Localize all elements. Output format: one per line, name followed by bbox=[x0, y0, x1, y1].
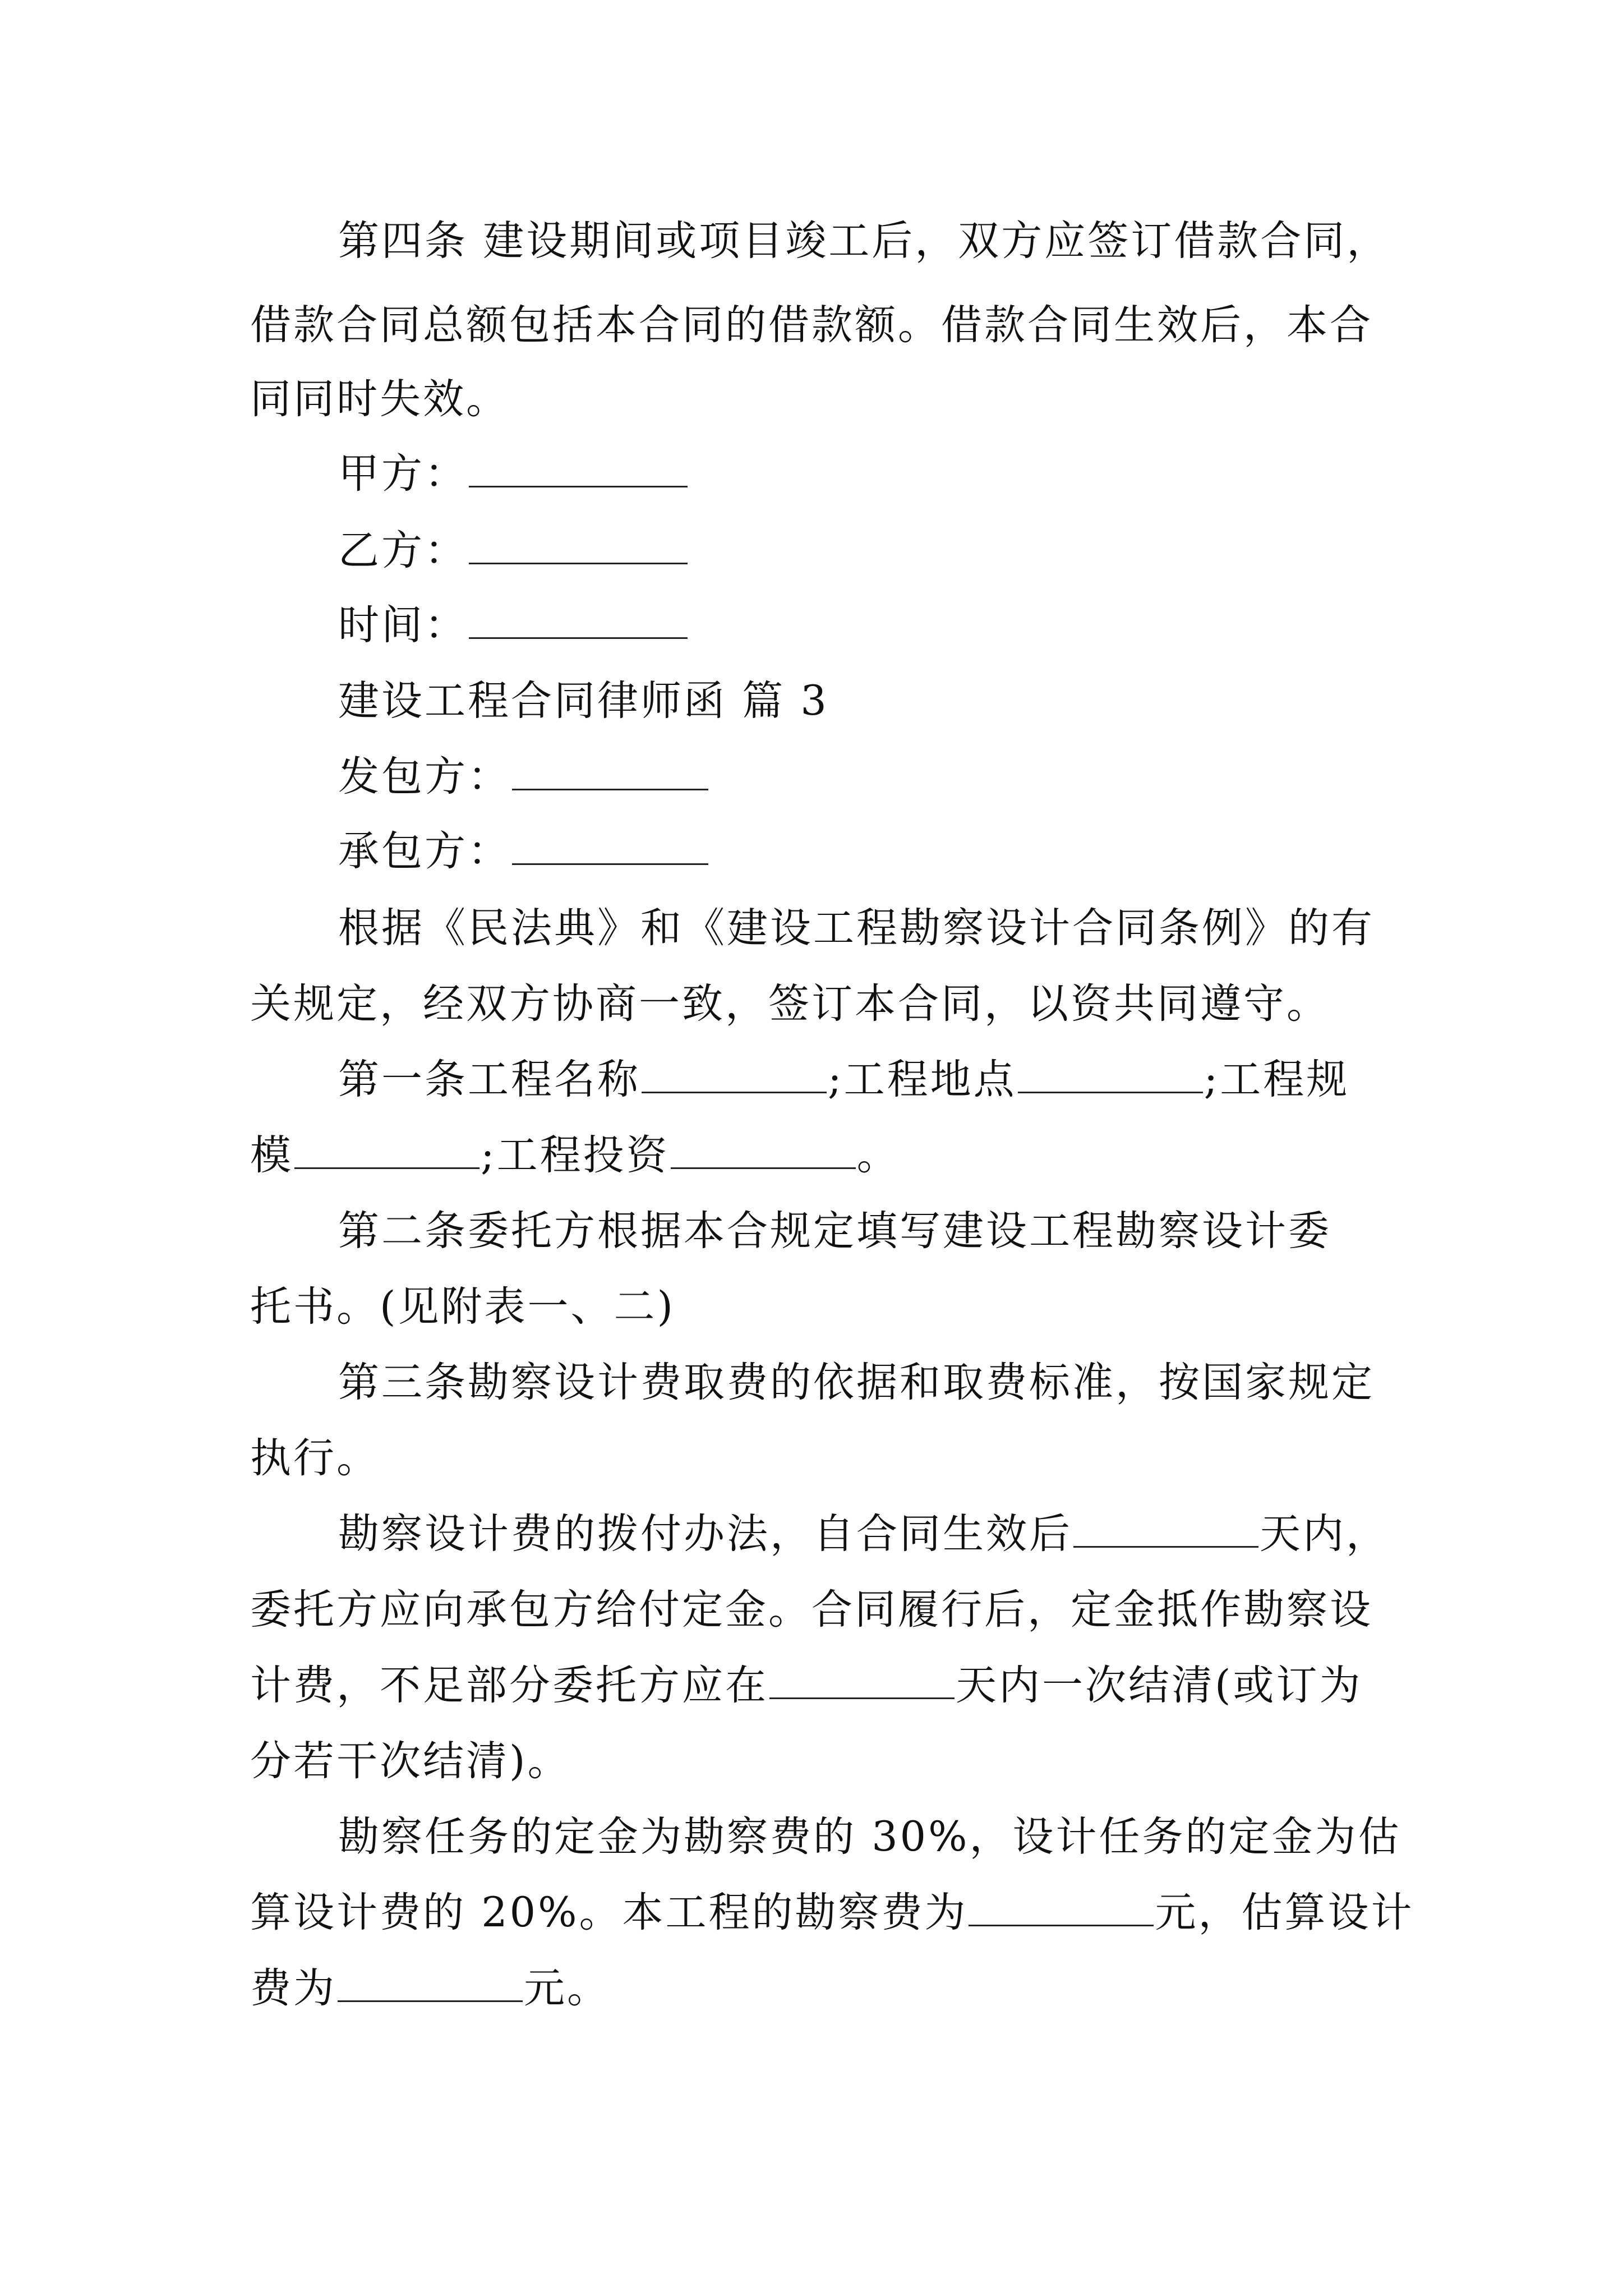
deposit-line-1: 勘察任务的定金为勘察费的 30%，设计任务的定金为估 bbox=[338, 1813, 1401, 1861]
project-scale-blank bbox=[294, 1133, 479, 1169]
settlement-days-blank bbox=[769, 1663, 955, 1699]
deposit-line-2: 算设计费的 20%。本工程的勘察费为 元，估算设计 bbox=[250, 1889, 1414, 1936]
article-3-line-2: 执行。 bbox=[250, 1434, 380, 1482]
party-a-blank bbox=[469, 451, 688, 487]
payment-line-2: 委托方应向承包方给付定金。合同履行后，定金抵作勘察设 bbox=[250, 1586, 1373, 1634]
preamble-line-2: 关规定，经双方协商一致，签订本合同，以资共同遵守。 bbox=[250, 980, 1330, 1028]
article-4-line-2: 借款合同总额包括本合同的借款额。借款合同生效后，本合 bbox=[250, 301, 1373, 349]
article-2-line-1: 第二条委托方根据本合规定填写建设工程勘察设计委 bbox=[338, 1207, 1331, 1255]
deposit-line-3: 费为 元。 bbox=[250, 1964, 610, 2012]
design-fee-blank bbox=[338, 1966, 523, 2002]
party-b-blank bbox=[469, 528, 688, 564]
project-investment-blank bbox=[671, 1133, 856, 1169]
contractor-blank bbox=[512, 829, 708, 865]
section-heading: 建设工程合同律师函 篇 3 bbox=[338, 677, 829, 725]
project-name-blank bbox=[642, 1057, 827, 1093]
employer-line: 发包方： bbox=[338, 752, 709, 802]
article-1-line-1: 第一条工程名称 ;工程地点 ;工程规 bbox=[338, 1056, 1350, 1103]
article-2-line-2: 托书。(见附表一、二) bbox=[250, 1283, 675, 1331]
payment-line-3: 计费，不足部分委托方应在 天内一次结清(或订为 bbox=[250, 1662, 1363, 1709]
deposit-days-blank bbox=[1073, 1511, 1258, 1548]
payment-line-4: 分若干次结清)。 bbox=[250, 1737, 571, 1785]
payment-line-1: 勘察设计费的拨付办法，自合同生效后 天内， bbox=[338, 1510, 1389, 1558]
article-4-line-3: 同同时失效。 bbox=[250, 375, 509, 423]
survey-fee-blank bbox=[969, 1890, 1154, 1926]
preamble-line-1: 根据《民法典》和《建设工程勘察设计合同条例》的有 bbox=[338, 904, 1375, 952]
article-4-line-1: 第四条 建设期间或项目竣工后，双方应签订借款合同， bbox=[338, 217, 1390, 265]
article-3-line-1: 第三条勘察设计费取费的依据和取费标准，按国家规定 bbox=[338, 1359, 1375, 1406]
date-line: 时间： bbox=[338, 600, 689, 651]
employer-blank bbox=[512, 754, 708, 790]
party-a-line: 甲方： bbox=[338, 449, 689, 499]
article-1-line-2: 模 ;工程投资 。 bbox=[250, 1131, 900, 1179]
project-location-blank bbox=[1018, 1057, 1203, 1093]
date-blank bbox=[469, 602, 688, 639]
party-b-line: 乙方： bbox=[338, 526, 689, 576]
contractor-line: 承包方： bbox=[338, 826, 709, 877]
